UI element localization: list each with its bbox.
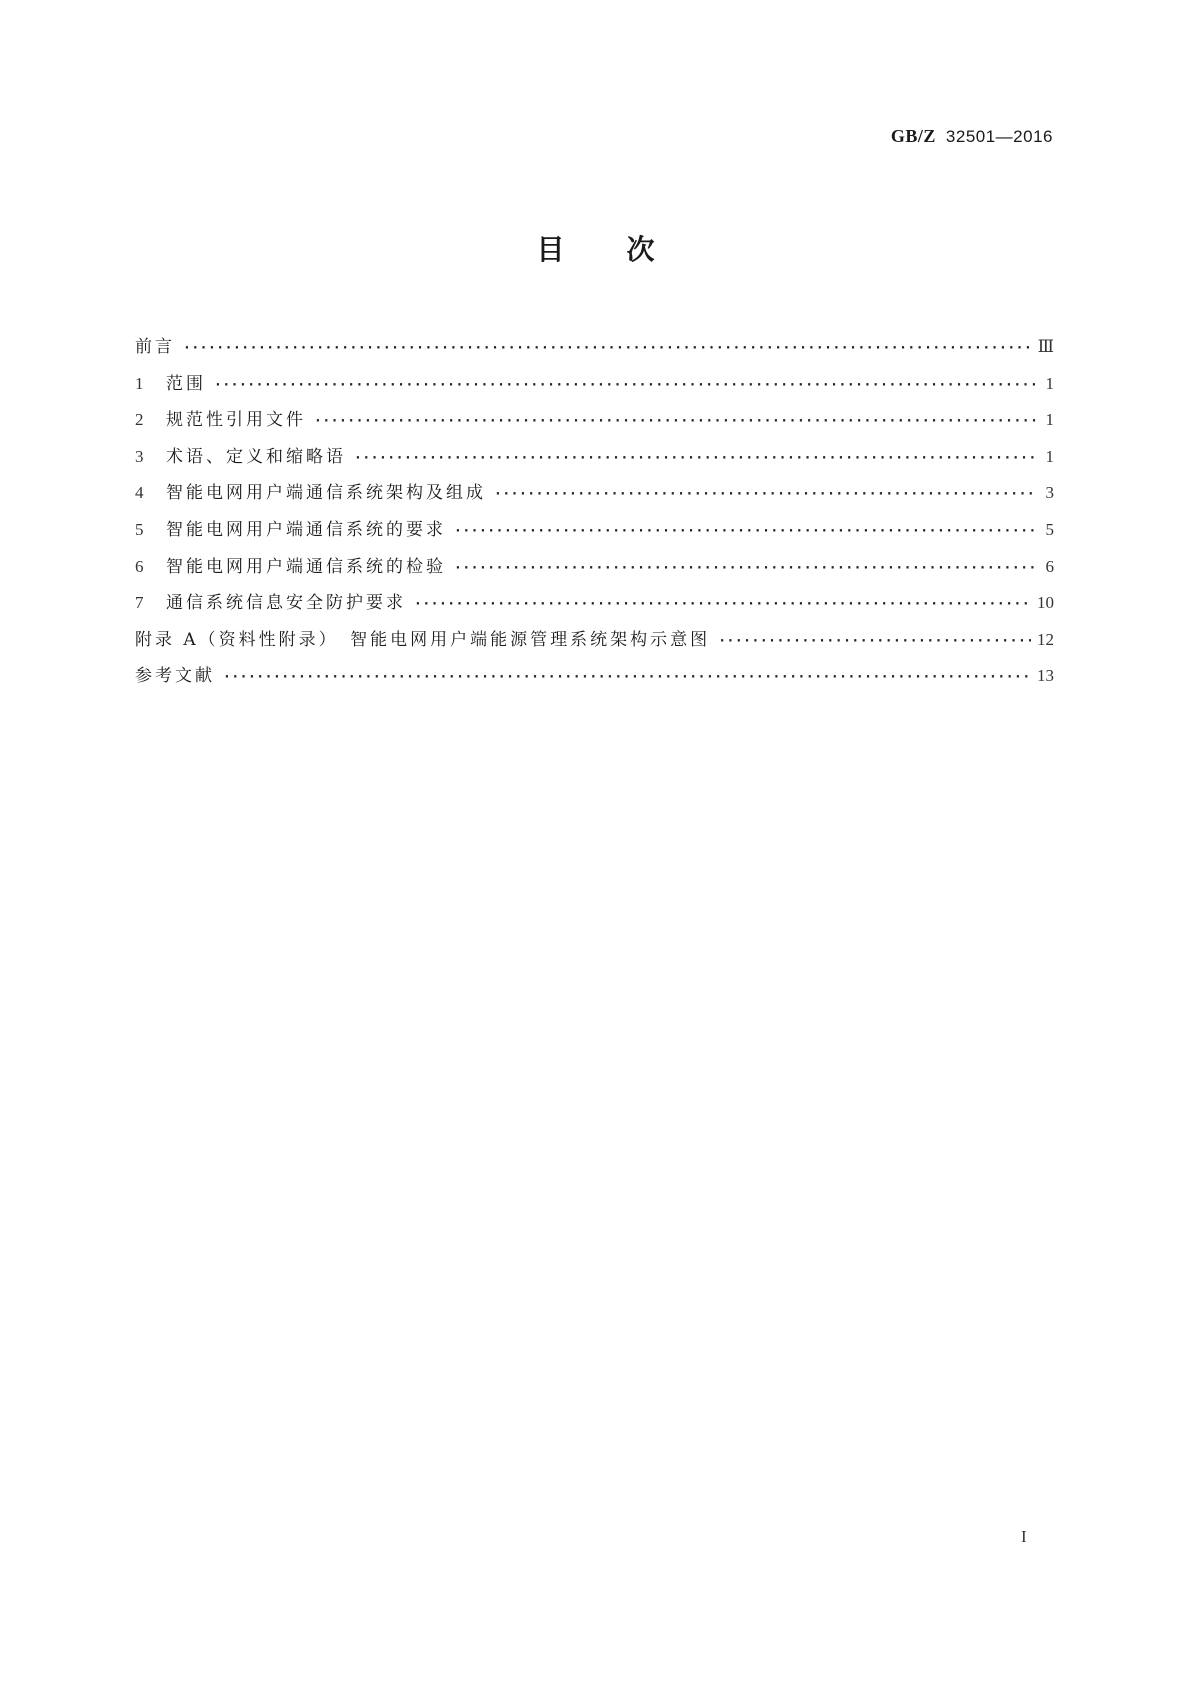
dot-leader [414, 597, 1031, 612]
toc-entry-label: 规范性引用文件 [166, 410, 306, 431]
toc-entry-page: 1 [1045, 410, 1054, 430]
toc-entry-page: 1 [1045, 446, 1054, 466]
toc-entry-number: 3 [135, 446, 144, 466]
toc-entry-label: 智能电网用户端通信系统架构及组成 [166, 483, 486, 504]
toc-entry-6[interactable] [135, 552, 1054, 589]
toc-entry-4[interactable] [135, 478, 1054, 515]
toc-entry-page: 13 [1037, 666, 1054, 686]
toc-entry-number: 2 [135, 410, 144, 430]
toc-entry-page: 1 [1045, 373, 1054, 393]
dot-leader [214, 378, 1036, 393]
dot-leader [354, 451, 1036, 466]
toc-entry-page: 3 [1045, 483, 1054, 503]
toc-entry-page: 6 [1045, 556, 1054, 576]
toc-entry-page: 10 [1037, 593, 1054, 613]
toc-entry-label: 智能电网用户端通信系统的要求 [166, 519, 446, 540]
toc-entry-label: 参考文献 [135, 666, 215, 687]
toc-entry-number: 6 [135, 556, 144, 576]
page-title: 目次 [536, 233, 717, 266]
toc-entry-label: 通信系统信息安全防护要求 [166, 593, 406, 614]
toc-entry-1[interactable] [135, 369, 1054, 406]
toc-entry-label: 前言 [135, 337, 175, 357]
dot-leader [454, 561, 1036, 576]
toc-entry-page: 5 [1045, 519, 1054, 539]
toc-entry-5[interactable] [135, 515, 1054, 552]
table-of-contents [135, 332, 1054, 698]
dot-leader [454, 524, 1036, 539]
toc-entry-label: 附录 A（资料性附录） 智能电网用户端能源管理系统架构示意图 [135, 629, 711, 650]
toc-entry-appendix-a[interactable] [135, 625, 1054, 662]
page-number: I [1021, 1527, 1027, 1546]
toc-entry-2[interactable] [135, 405, 1054, 442]
toc-entry-number: 5 [135, 519, 144, 539]
toc-entry-number: 7 [135, 593, 144, 613]
toc-entry-preface[interactable] [135, 332, 1054, 369]
toc-entry-7[interactable] [135, 588, 1054, 625]
toc-entry-page: 12 [1037, 629, 1054, 649]
toc-entry-3[interactable] [135, 442, 1054, 479]
standard-code [891, 126, 1053, 147]
toc-entry-label: 智能电网用户端通信系统的检验 [166, 556, 446, 577]
toc-entry-number: 1 [135, 373, 144, 393]
standard-prefix: GB/Z [890, 126, 936, 146]
toc-entry-references[interactable] [135, 661, 1054, 698]
toc-entry-page: Ⅲ [1037, 337, 1054, 356]
toc-entry-label: 范围 [166, 373, 206, 394]
toc-entry-label: 术语、定义和缩略语 [166, 446, 346, 467]
dot-leader [494, 487, 1036, 502]
dot-leader [183, 341, 1032, 356]
standard-number: 32501—2016 [945, 127, 1053, 146]
dot-leader [718, 634, 1031, 649]
dot-leader [223, 670, 1031, 685]
dot-leader [314, 414, 1036, 429]
toc-entry-number: 4 [135, 483, 144, 503]
